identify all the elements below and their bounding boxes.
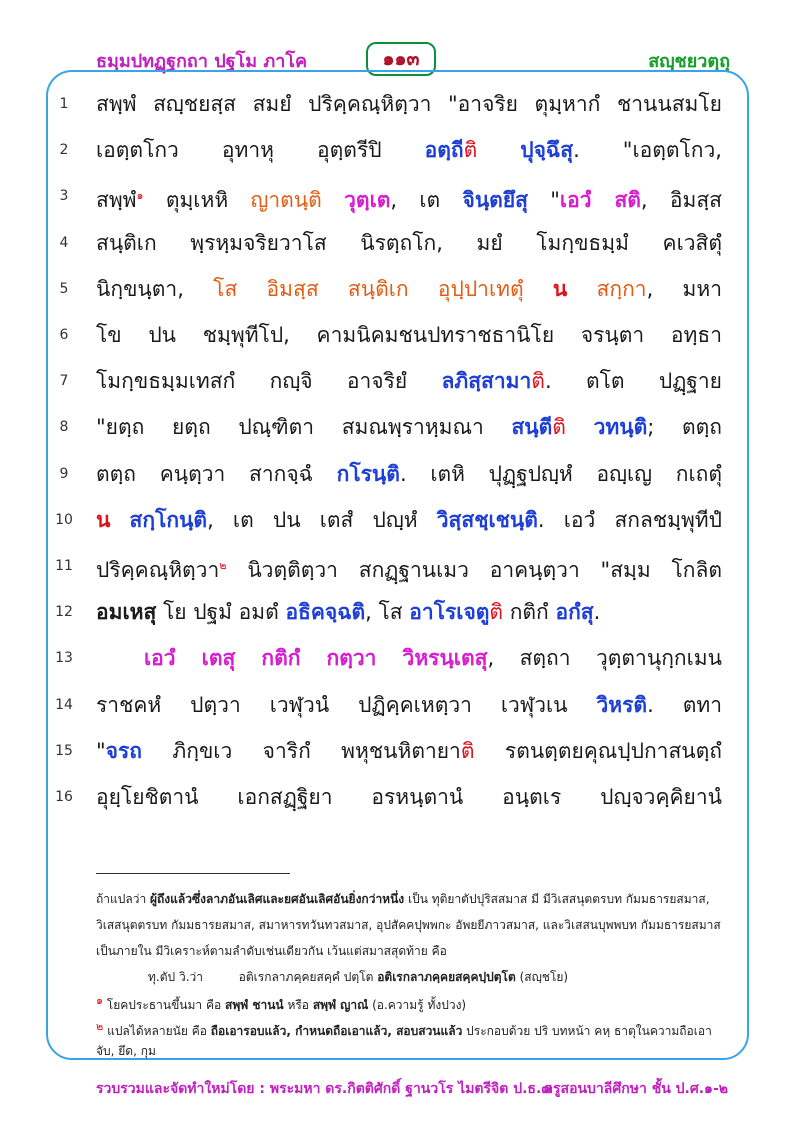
text-segment: . เอวํ สกลชมฺพุทีปํ: [537, 507, 722, 532]
line-text: [96, 407, 722, 447]
text-segment: , เต: [390, 188, 463, 213]
text-segment: สกฺกา: [596, 276, 647, 301]
footnote-2: $^๒$ แปลได้หลายนัย คือ ถือเอารอบแล้ว, กำหนดถือเอาแล้ว, สอบสวนแล้ว ประกอบด้วย ปริ บทหน้า คหฺ ธาตุในความถือเอา: [96, 1020, 712, 1038]
text-line: [0, 361, 800, 401]
text-segment: [322, 188, 344, 212]
course-level: ครูสอนบาลีศึกษา ชั้น ป.ศ.๑-๒: [543, 1081, 728, 1097]
text-line: [0, 731, 800, 771]
text-line: [0, 638, 800, 678]
text-segment: ญาตนฺติ: [250, 188, 322, 213]
footnote-marker: ๒: [219, 559, 227, 572]
text-segment: [477, 138, 520, 162]
text-segment: เอวํ เตสุ กติกํ กตฺวา วิหรนฺเตสุ: [144, 646, 488, 671]
line-text: [96, 454, 722, 494]
text-segment: โมกฺขธมฺมเทสกํ กญฺจิ อาจริยํ: [96, 369, 442, 394]
text-segment: . เตหิ ปุฏฺฐปญฺหํ อญฺเญ กเถตุํ: [399, 461, 722, 486]
text-line: [0, 315, 800, 355]
text-segment: , โส: [365, 600, 410, 625]
text-line: [0, 685, 800, 725]
text-segment: ติ: [460, 738, 475, 763]
text-segment: ; ตตฺถ: [647, 415, 722, 440]
text-segment: ติ: [489, 600, 504, 625]
line-text: [96, 731, 722, 771]
text-segment: วทนฺติ: [593, 415, 648, 440]
line-number: 8: [59, 419, 69, 436]
text-segment: รตนตฺตยคุณปฺปกาสนตฺถํ: [474, 738, 722, 763]
text-segment: , มหา: [646, 276, 723, 301]
text-line: [0, 269, 800, 309]
text-segment: อุยฺโยชิตานํ เอกสฏฺฐิยา อรหนฺตานํ อนฺตเร ปญฺจวคฺคิยานํ: [96, 785, 722, 809]
text-segment: สพฺพํ: [96, 188, 137, 213]
text-line: [0, 223, 800, 263]
line-text: [96, 176, 722, 220]
footnote-analysis: ทุ.ตัป วิ.ว่า อติเรกลาภคฺคยสคฺคํ ปตฺโต อติเรกลาภคฺคยสคฺคปฺปตฺโต (สญฺชโย): [148, 970, 569, 984]
line-number: 4: [59, 234, 69, 251]
text-segment: ": [527, 188, 560, 213]
text-segment: นิวตฺติตฺวา สกฏฺฐานเมว อาคนฺตฺวา "สมฺม โกลิต: [226, 558, 722, 582]
book-title: ธมฺมปทฏฺฐกถา ปฐโม ภาโค: [96, 51, 308, 72]
text-segment: "ยตฺถ ยตฺถ ปณฺฑิตา สมณพฺราหฺมณา: [96, 415, 512, 440]
footnote-paragraph-3: เป็นภายใน มีวิเคราะห์ตามลำดับเช่นเดียวกัน เว้นแต่สมาสสุดท้าย คือ: [96, 944, 447, 958]
text-segment: . ตทา: [647, 692, 722, 717]
line-number: 2: [59, 142, 69, 159]
text-line: [0, 592, 800, 632]
text-segment: จินฺตยึสุ: [462, 188, 528, 213]
line-text: [96, 361, 722, 401]
line-text: [96, 592, 722, 632]
text-segment: ติ: [552, 415, 566, 440]
text-segment: ภิกฺขเว จาริกํ พหุชนหิตายา: [141, 738, 461, 763]
story-title: สญฺชยวตฺถุ: [648, 51, 730, 72]
text-segment: [110, 508, 129, 532]
text-line: [0, 407, 800, 447]
text-segment: . ตโต ปฏฺฐาย: [544, 369, 722, 394]
footnote-marker: ๑: [136, 189, 144, 203]
line-number: 13: [55, 650, 73, 667]
text-line: [0, 777, 800, 817]
line-number: 12: [55, 604, 73, 621]
text-segment: ลภิสฺสามา: [441, 369, 532, 394]
text-segment: น: [552, 276, 568, 301]
line-text: [96, 500, 722, 540]
line-number: 15: [55, 742, 73, 759]
text-segment: สกฺโกนฺติ: [129, 507, 208, 532]
text-segment: โส อิมสฺส สนฺติเก อุปฺปาเทตุํ: [213, 276, 524, 301]
text-segment: ปริคฺคณฺหิตฺวา: [96, 558, 220, 582]
text-segment: .: [593, 600, 601, 625]
line-number: 14: [55, 696, 73, 713]
text-segment: อกํสุ: [555, 600, 594, 625]
line-number: 9: [59, 465, 69, 482]
line-number: 10: [55, 511, 73, 528]
line-text: [96, 638, 722, 678]
line-text: [96, 84, 722, 124]
text-segment: อธิคจฺฉติ: [285, 600, 366, 625]
footnote-paragraph-2: วิเสสนุตตรบท กัมมธารยสมาส, สมาหารทวันทวสมาส, อุปสัคคปุพพกะ อัพยยีภาวสมาส, และวิเสสนบุพพบท กัมมธารยสมาส: [96, 918, 721, 932]
page-number: ๑๑๓: [366, 42, 436, 76]
text-segment: ตุมฺเหหิ: [143, 188, 251, 213]
text-line: [0, 176, 800, 216]
line-number: 1: [59, 96, 69, 112]
footnote-1: $^๑$ โยคประธานขึ้นมา คือ สพฺพํ ชานนํ หรือ สพฺพํ ญาณํ (อ.ความรู้ ทั้งปวง): [96, 994, 467, 1012]
line-text: [96, 130, 722, 170]
compiler-credit: รวบรวมและจัดทำใหม่โดย : พระมหา ดร.กิตติศักดิ์ ฐานวโร ไมตรีจิต ป.ธ.๗: [96, 1081, 552, 1097]
line-number: 7: [59, 373, 69, 390]
line-text: [96, 685, 722, 725]
line-number: 11: [55, 558, 73, 574]
line-text: [96, 269, 722, 309]
line-text: [96, 546, 722, 590]
line-number: 16: [55, 789, 73, 805]
text-segment: วิหรติ: [596, 692, 648, 717]
text-segment: โข ปน ชมฺพุทีโป, คามนิคมชนปทราชธานิโย จรนฺตา อทฺธา: [96, 323, 722, 347]
text-segment: โย ปฐมํ อมตํ: [156, 600, 286, 625]
text-segment: [567, 277, 596, 301]
text-segment: ตตฺถ คนฺตฺวา สากจฺฉํ: [96, 461, 337, 486]
line-number: 5: [59, 280, 69, 297]
text-line: [0, 130, 800, 170]
text-segment: ราชคหํ ปตฺวา เวฬุวนํ ปฏิคฺคเหตฺวา เวฬุวเน: [96, 692, 597, 717]
text-line: [0, 84, 800, 124]
text-segment: ": [96, 738, 106, 763]
line-number: 3: [59, 188, 69, 205]
text-segment: , เต ปน เตสํ ปญฺหํ: [207, 507, 437, 532]
line-number: 6: [59, 327, 69, 343]
text-segment: น: [96, 507, 111, 532]
text-segment: , อิมสฺส: [640, 188, 723, 213]
footnote-paragraph-1: ถ้าแปลว่า ผู้ถึงแล้วซึ่งลาภอันเลิศและยศอันเลิศอันยิ่งกว่าหนึ่ง เป็น ทุติยาตัปปุริสสมาส มี มีวิเสสนุตตรบท กัมมธารยสมาส,: [96, 892, 710, 906]
line-text: [96, 223, 722, 263]
text-segment: [524, 277, 553, 301]
text-segment: สนฺติเก พฺรหฺมจริยวาโส นิรตฺถโก, มยํ โมกฺขธมฺมํ คเวสิตุํ: [96, 230, 722, 255]
line-text: [96, 777, 722, 817]
footnote-2-continued: จับ, ยึด, กุม: [96, 1044, 156, 1058]
text-segment: อตฺถี: [424, 138, 464, 163]
text-segment: ปุจฺฉึสุ: [520, 138, 574, 163]
text-segment: สพฺพํ สญฺชยสฺส สมยํ ปริคฺคณฺหิตฺวา "อาจริย ตุมฺหากํ ชานนสมโย: [96, 92, 722, 116]
footnote-rule: [96, 873, 290, 874]
text-segment: อมเหสุ: [96, 600, 157, 625]
text-line: [0, 500, 800, 540]
text-segment: นิกฺขนฺตา,: [96, 276, 214, 301]
text-segment: เอตฺตโกว อุทาหุ อุตฺตรีปิ: [96, 138, 425, 163]
text-segment: . "เอตฺตโกว,: [573, 138, 722, 163]
text-segment: ติ: [463, 138, 478, 163]
text-segment: วุตฺเต: [344, 188, 391, 213]
text-segment: ติ: [531, 369, 545, 394]
text-segment: กโรนฺติ: [336, 461, 400, 486]
text-segment: [566, 415, 594, 439]
text-segment: อาโรเจตู: [409, 600, 490, 625]
text-segment: กติกํ: [503, 600, 556, 625]
text-line: [0, 454, 800, 494]
text-segment: , สตฺถา วุตฺตานุกฺกเมน: [487, 646, 722, 671]
text-line: [0, 546, 800, 586]
text-segment: สนฺตี: [511, 415, 553, 440]
line-text: [96, 315, 722, 355]
text-segment: จรถ: [105, 738, 142, 763]
text-segment: เอวํ สติ: [559, 188, 641, 213]
text-segment: วิสฺสชฺเชนฺติ: [436, 507, 538, 532]
